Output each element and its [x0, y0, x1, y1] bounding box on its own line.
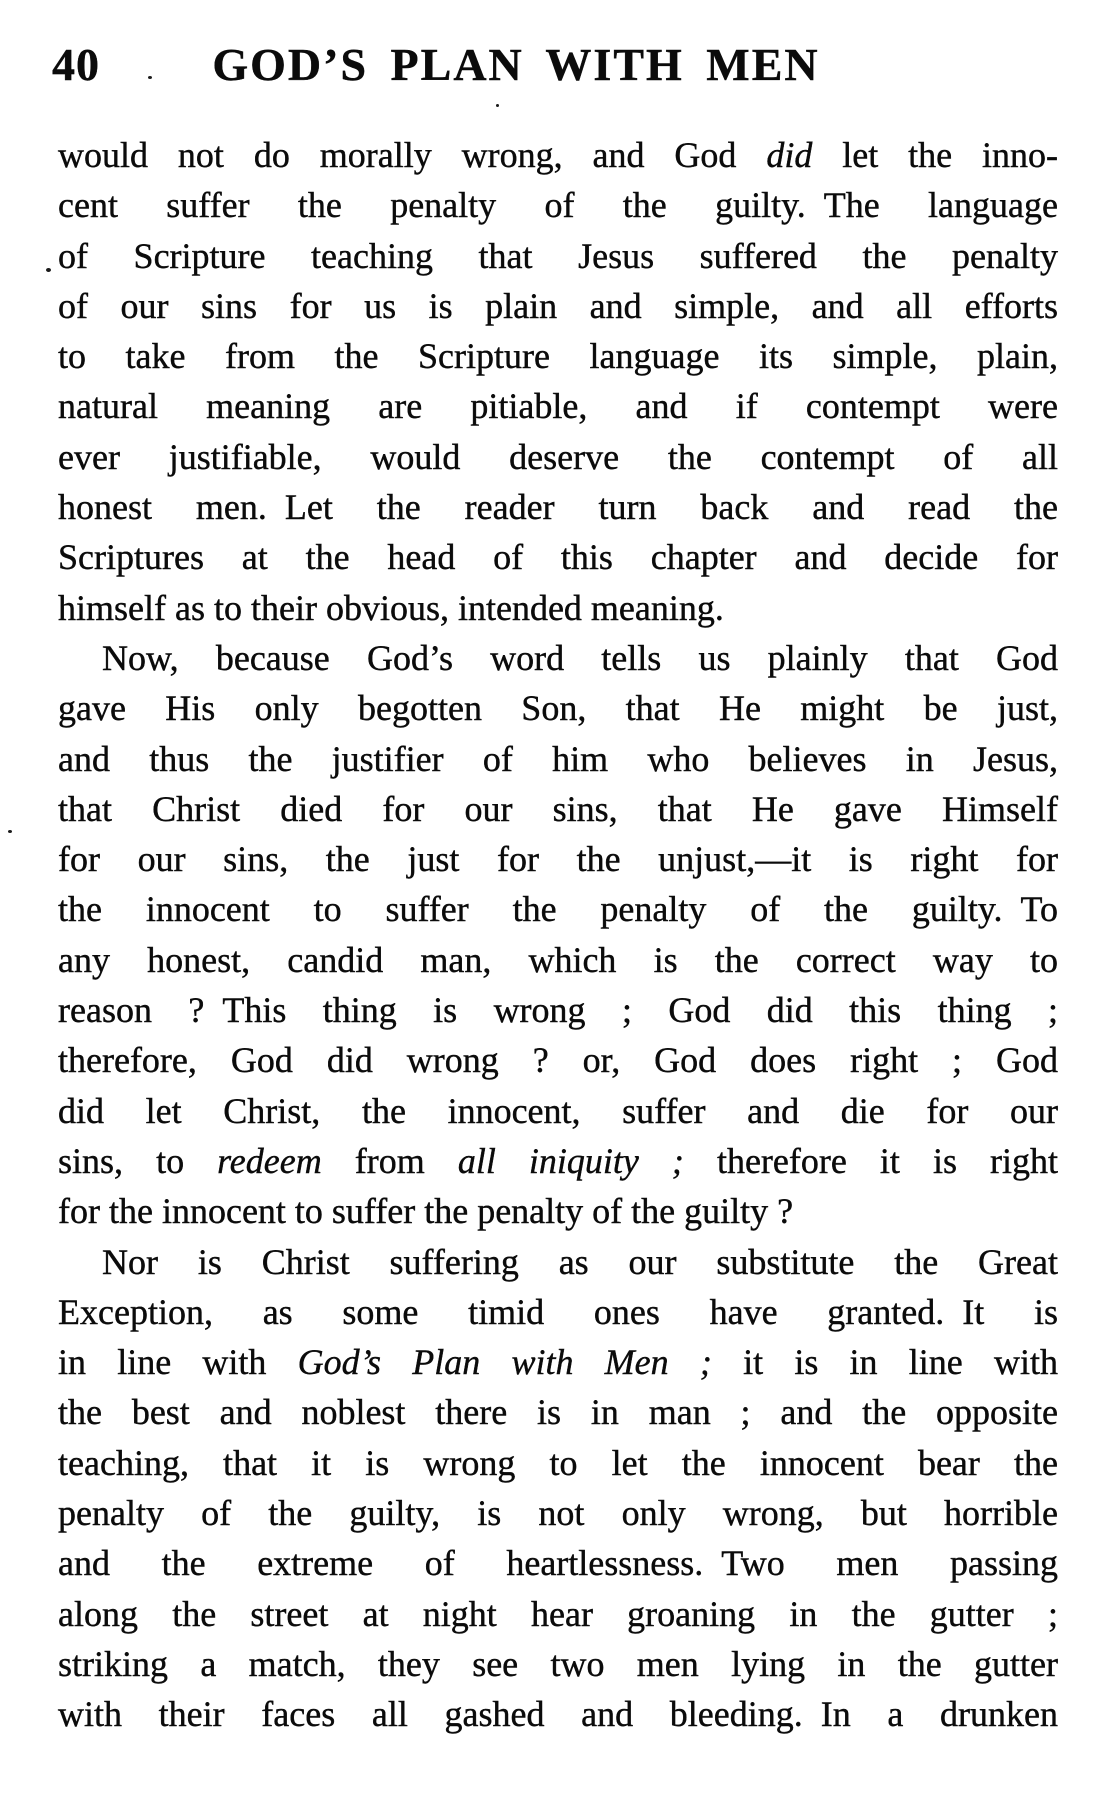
text-segment: let the inno-	[812, 135, 1059, 175]
italic-text: redeem	[217, 1140, 322, 1181]
text-line	[58, 1136, 1058, 1186]
text-segment: of Scripture teaching that Jesus suffered the penalty	[58, 235, 1058, 276]
text-segment: for our sins, the just for the unjust,—it is right for	[58, 839, 1058, 880]
text-segment: ever justifiable, would deserve the contempt of all	[58, 436, 1058, 477]
text-segment: penalty of the guilty, is not only wrong, but horrible	[58, 1493, 1058, 1534]
text-line	[58, 734, 1058, 784]
text-line	[58, 281, 1058, 331]
text-line	[58, 1035, 1058, 1085]
text-segment: therefore, God did wrong ? or, God does right ; God	[58, 1040, 1058, 1081]
text-segment: and thus the justifier of him who believes in Jesus,	[58, 738, 1058, 779]
page-number: 40	[52, 39, 100, 90]
text-line	[58, 985, 1058, 1035]
text-line	[58, 1589, 1058, 1639]
text-segment: Now, because God’s word tells us plainly that God	[102, 637, 1058, 678]
text-segment: Scriptures at the head of this chapter and decide for	[58, 537, 1058, 578]
text-line	[58, 583, 1058, 633]
text-line	[58, 1488, 1058, 1538]
text-line	[58, 935, 1058, 985]
text-line	[58, 1689, 1058, 1739]
text-line	[58, 482, 1058, 532]
text-line	[58, 1237, 1058, 1287]
text-line	[58, 633, 1058, 683]
page-body	[58, 130, 1058, 1740]
text-segment: the best and noblest there is in man ; and the opposite	[58, 1392, 1058, 1433]
text-segment: himself as to their obvious, intended meaning.	[58, 587, 724, 628]
text-line	[58, 1639, 1058, 1689]
text-segment: along the street at night hear groaning in the gutter ;	[58, 1593, 1058, 1634]
text-segment: teaching, that it is wrong to let the innocent bear the	[58, 1442, 1058, 1483]
text-segment: would not do morally wrong, and God	[58, 135, 767, 175]
text-segment: to take from the Scripture language its simple, plain,	[58, 336, 1058, 377]
text-segment: Nor is Christ suffering as our substitute the Great	[102, 1241, 1058, 1282]
scan-speck	[496, 104, 499, 107]
paragraph	[58, 633, 1058, 1237]
text-line	[58, 1086, 1058, 1136]
text-segment: it is in line with	[711, 1342, 1058, 1383]
text-line	[58, 130, 1058, 180]
paragraph	[58, 1237, 1058, 1740]
paragraph	[58, 130, 1058, 633]
text-line	[58, 1438, 1058, 1488]
text-segment: in line with	[58, 1342, 298, 1383]
text-line	[58, 1287, 1058, 1337]
text-segment: did let Christ, the innocent, suffer and die for our	[58, 1090, 1058, 1131]
text-segment: for the innocent to suffer the penalty of the guilty ?	[58, 1191, 794, 1232]
text-line	[58, 331, 1058, 381]
text-line	[58, 381, 1058, 431]
italic-text: God’s Plan with Men ;	[297, 1342, 712, 1383]
scan-speck	[46, 268, 51, 272]
scan-speck	[8, 830, 12, 833]
text-segment: sins, to	[58, 1140, 218, 1181]
text-segment: of our sins for us is plain and simple, and all efforts	[58, 285, 1058, 326]
scan-speck	[148, 76, 152, 79]
text-segment: and the extreme of heartlessness. Two men passing	[58, 1543, 1058, 1584]
text-line	[58, 834, 1058, 884]
text-segment: reason ? This thing is wrong ; God did this thing ;	[58, 990, 1058, 1031]
text-segment: that Christ died for our sins, that He gave Himself	[58, 788, 1058, 829]
italic-text: all iniquity ;	[457, 1140, 684, 1181]
text-line	[58, 1538, 1058, 1588]
text-segment: with their faces all gashed and bleeding. In a drunken	[58, 1694, 1058, 1735]
text-line	[58, 1387, 1058, 1437]
text-line	[58, 784, 1058, 834]
text-segment: Exception, as some timid ones have granted. It is	[58, 1291, 1058, 1332]
italic-text: did	[766, 135, 813, 175]
text-line	[58, 432, 1058, 482]
text-line	[58, 1337, 1058, 1387]
text-segment: natural meaning are pitiable, and if contempt were	[58, 386, 1058, 427]
text-line	[58, 884, 1058, 934]
text-segment: from	[321, 1140, 458, 1181]
text-segment: the innocent to suffer the penalty of the guilty. To	[58, 889, 1058, 930]
text-line	[58, 1186, 1058, 1236]
text-segment: cent suffer the penalty of the guilty. The language	[58, 185, 1058, 226]
text-segment: gave His only begotten Son, that He might be just,	[58, 688, 1058, 729]
text-line	[58, 180, 1058, 230]
text-segment: therefore it is right	[683, 1140, 1058, 1181]
text-line	[58, 683, 1058, 733]
text-segment: any honest, candid man, which is the correct way to	[58, 939, 1058, 980]
running-title: GOD’S PLAN WITH MEN	[212, 39, 820, 90]
text-line	[58, 532, 1058, 582]
text-line	[58, 231, 1058, 281]
text-segment: honest men. Let the reader turn back and read the	[58, 487, 1058, 528]
text-segment: striking a match, they see two men lying in the gutter	[58, 1643, 1058, 1684]
